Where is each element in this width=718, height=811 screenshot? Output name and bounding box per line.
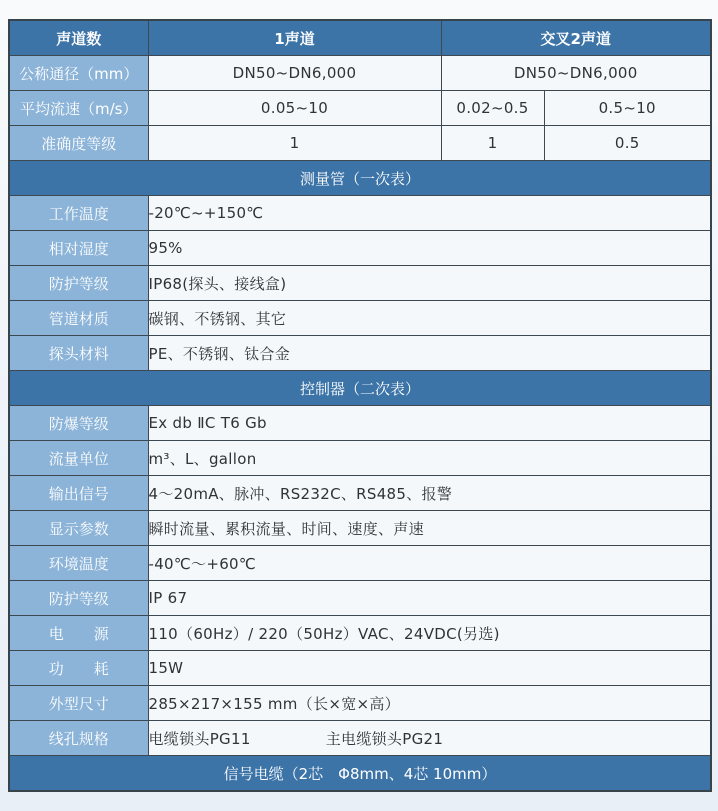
row-value: m³、L、gallon <box>148 441 711 476</box>
row-label: 防爆等级 <box>9 406 148 441</box>
row-value: 瞬时流量、累积流量、时间、速度、声速 <box>148 511 711 546</box>
row-explosion-proof-rating <box>9 406 711 441</box>
cable-gland-2: 主电缆锁头PG21 <box>325 729 444 748</box>
row-label: 功 耗 <box>9 651 148 686</box>
row-pipe-material <box>9 301 711 336</box>
row-value: 15W <box>148 651 711 686</box>
row-value: Ex db ⅡC T6 Gb <box>148 406 711 441</box>
row-label: 探头材料 <box>9 336 148 371</box>
row-value: 110（60Hz）/ 220（50Hz）VAC、24VDC(另选) <box>148 616 711 651</box>
row-label: 工作温度 <box>9 196 148 231</box>
row-label: 管道材质 <box>9 301 148 336</box>
section-bar-measuring-tube <box>9 161 711 196</box>
row-value: IP 67 <box>148 581 711 616</box>
row-accuracy-class <box>9 126 711 161</box>
section-bar-controller <box>9 371 711 406</box>
row-average-velocity <box>9 91 711 126</box>
row-label: 流量单位 <box>9 441 148 476</box>
header-cross-2-channel: 交叉2声道 <box>441 20 711 56</box>
section-title: 控制器（二次表） <box>9 371 711 406</box>
row-relative-humidity <box>9 231 711 266</box>
row-protection-rating-controller <box>9 581 711 616</box>
row-value: 285×217×155 mm（长×宽×高） <box>148 686 711 721</box>
row-value: DN50~DN6,000 <box>148 56 441 91</box>
row-label: 防护等级 <box>9 581 148 616</box>
row-value: 0.5 <box>544 126 711 161</box>
footer-bar-signal-cable <box>9 756 711 792</box>
row-probe-material <box>9 336 711 371</box>
row-power-supply <box>9 616 711 651</box>
row-label: 显示参数 <box>9 511 148 546</box>
spec-table <box>8 19 712 792</box>
row-display-parameters <box>9 511 711 546</box>
row-label: 外型尺寸 <box>9 686 148 721</box>
row-label: 防护等级 <box>9 266 148 301</box>
row-power-consumption <box>9 651 711 686</box>
row-value: 0.02~0.5 <box>441 91 544 126</box>
header-channel-count: 声道数 <box>9 20 148 56</box>
row-value: PE、不锈钢、钛合金 <box>148 336 711 371</box>
section-title: 测量管（一次表） <box>9 161 711 196</box>
row-protection-rating-sensor <box>9 266 711 301</box>
row-value: 4～20mA、脉冲、RS232C、RS485、报警 <box>148 476 711 511</box>
row-value <box>148 721 711 756</box>
row-value: 0.05~10 <box>148 91 441 126</box>
row-value: DN50~DN6,000 <box>441 56 711 91</box>
row-value: 0.5~10 <box>544 91 711 126</box>
row-value: 碳钢、不锈钢、其它 <box>148 301 711 336</box>
row-value: -20℃~+150℃ <box>148 196 711 231</box>
row-label: 公称通径（mm） <box>9 56 148 91</box>
row-nominal-diameter <box>9 56 711 91</box>
row-value: 95% <box>148 231 711 266</box>
row-flow-units <box>9 441 711 476</box>
row-value: IP68(探头、接线盒) <box>148 266 711 301</box>
row-cable-hole-spec <box>9 721 711 756</box>
row-label: 环境温度 <box>9 546 148 581</box>
row-label: 线孔规格 <box>9 721 148 756</box>
row-label: 输出信号 <box>9 476 148 511</box>
row-value: 1 <box>441 126 544 161</box>
row-output-signals <box>9 476 711 511</box>
row-label: 相对湿度 <box>9 231 148 266</box>
row-ambient-temperature <box>9 546 711 581</box>
row-label: 准确度等级 <box>9 126 148 161</box>
row-label: 电 源 <box>9 616 148 651</box>
cable-gland-1: 电缆锁头PG11 <box>148 729 251 748</box>
row-label: 平均流速（m/s） <box>9 91 148 126</box>
header-row <box>9 20 711 56</box>
footer-text: 信号电缆（2芯 Φ8mm、4芯 10mm） <box>9 756 711 792</box>
row-working-temperature <box>9 196 711 231</box>
row-value: 1 <box>148 126 441 161</box>
row-value: -40℃～+60℃ <box>148 546 711 581</box>
header-single-channel: 1声道 <box>148 20 441 56</box>
row-outer-dimensions <box>9 686 711 721</box>
